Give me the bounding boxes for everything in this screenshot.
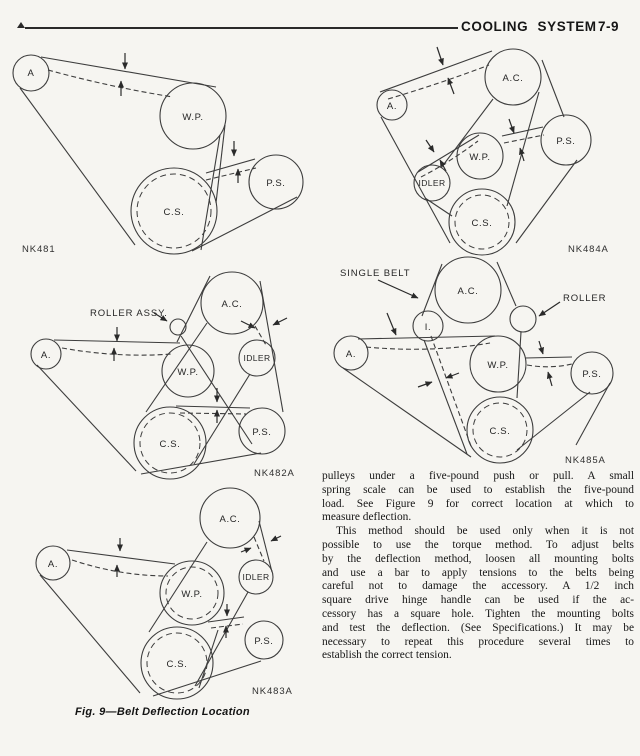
text-line: This method should be used only when it is not xyxy=(336,525,634,538)
roller-assy-callout: ROLLER ASSY. xyxy=(90,308,168,319)
pulley-crankshaft-label: C.S. xyxy=(159,439,181,450)
pulleys xyxy=(377,49,591,255)
header-title: COOLING SYSTEM xyxy=(461,19,597,34)
pulley-ac-compressor-label: A.C. xyxy=(457,286,479,297)
figure-code: NK485A xyxy=(565,455,606,466)
pulley-crankshaft-label: C.S. xyxy=(166,659,188,670)
pulley-alternator-label: A xyxy=(27,68,35,79)
text-line: load. See Figure 9 for correct location at which to xyxy=(322,497,634,510)
pulley-idler-label: IDLER xyxy=(418,178,446,188)
pulley-ac-compressor-label: A.C. xyxy=(219,514,241,525)
belt-lines xyxy=(20,57,297,251)
deflection-arrows xyxy=(387,313,552,387)
pulley-alternator-label: A. xyxy=(40,350,52,361)
pulley-crankshaft-label: C.S. xyxy=(471,218,493,229)
pulley-ac-compressor-label: A.C. xyxy=(502,73,524,84)
pulley-water-pump-label: W.P. xyxy=(181,589,203,600)
roller-circle xyxy=(510,306,536,332)
figure-code: NK483A xyxy=(252,686,293,697)
diagram-nk481 xyxy=(10,45,310,257)
text-line: cessory has a square hole. Tighten the mounting bolts xyxy=(322,607,634,620)
diagram-nk483a xyxy=(10,480,310,705)
pulley-idler-label: IDLER xyxy=(242,572,270,582)
pulleys xyxy=(36,488,283,699)
roller-callout: ROLLER xyxy=(563,293,607,304)
figure-code: NK484A xyxy=(568,244,609,255)
pulley-ac-compressor-label: A.C. xyxy=(221,299,243,310)
pulley-power-steering-label: P.S. xyxy=(556,136,576,147)
pulley-alternator-label: A. xyxy=(47,559,59,570)
figure-code: NK482A xyxy=(254,468,295,479)
pulley-water-pump-label: W.P. xyxy=(182,112,204,123)
header-rule xyxy=(25,27,458,29)
header-page-number: 7-9 xyxy=(598,19,620,34)
pulley-alternator-label: A. xyxy=(386,101,398,112)
pulleys xyxy=(13,55,303,254)
diagram-nk485a xyxy=(330,256,640,468)
figure-code: NK481 xyxy=(22,244,56,255)
pulley-power-steering-label: P.S. xyxy=(582,369,602,380)
diagram-nk482a xyxy=(10,260,310,480)
text-line: spring scale can be used to establish the five-pound xyxy=(322,483,634,496)
single-belt-callout-arrow xyxy=(378,280,418,298)
roller-callout-arrow xyxy=(539,302,560,316)
text-line: pulleys under a five-pound push or pull. A small xyxy=(322,470,634,482)
text-line: necessary to repeat this procedure several times to xyxy=(322,635,634,648)
pulley-water-pump-label: W.P. xyxy=(177,367,199,378)
pulley-power-steering-label: P.S. xyxy=(254,636,274,647)
body-text-column xyxy=(322,470,634,663)
text-line: and use a bar to apply tensions to the belts being xyxy=(322,566,634,579)
pulley-power-steering-label: P.S. xyxy=(252,427,272,438)
belt-lines xyxy=(380,51,577,243)
text-line: establish the correct tension. xyxy=(322,649,452,662)
corner-marker-icon xyxy=(17,22,25,28)
pulleys xyxy=(334,257,613,463)
text-line: and test the deflection. (See Specifications.) It may be xyxy=(322,621,634,634)
pulley-power-steering-label: P.S. xyxy=(266,178,286,189)
text-line: careful not to damage the accessory. A 1/2 inch xyxy=(322,580,634,593)
pulley-water-pump-label: W.P. xyxy=(487,360,509,371)
single-belt-callout: SINGLE BELT xyxy=(340,268,411,279)
text-line: by the deflection method, loosen all mounting bolts xyxy=(322,552,634,565)
pulley-idler-label: IDLER xyxy=(243,353,271,363)
diagram-nk484a xyxy=(330,40,640,256)
roller-circle xyxy=(170,319,186,335)
text-line: measure deflection. xyxy=(322,511,412,524)
pulley-alternator-label: A. xyxy=(345,349,357,360)
pulley-crankshaft-label: C.S. xyxy=(489,426,511,437)
pulley-water-pump-label: W.P. xyxy=(469,152,491,163)
pulleys xyxy=(31,272,285,479)
text-line: square drive hinge handle can be used if the ac- xyxy=(322,594,634,607)
pulley-idler-i-label: I. xyxy=(424,322,432,333)
deflection-arrows xyxy=(114,318,287,423)
figure-caption: Fig. 9—Belt Deflection Location xyxy=(75,706,250,718)
pulley-crankshaft-label: C.S. xyxy=(163,207,185,218)
text-line: possible to use the torque method. To adjust belts xyxy=(322,538,634,551)
